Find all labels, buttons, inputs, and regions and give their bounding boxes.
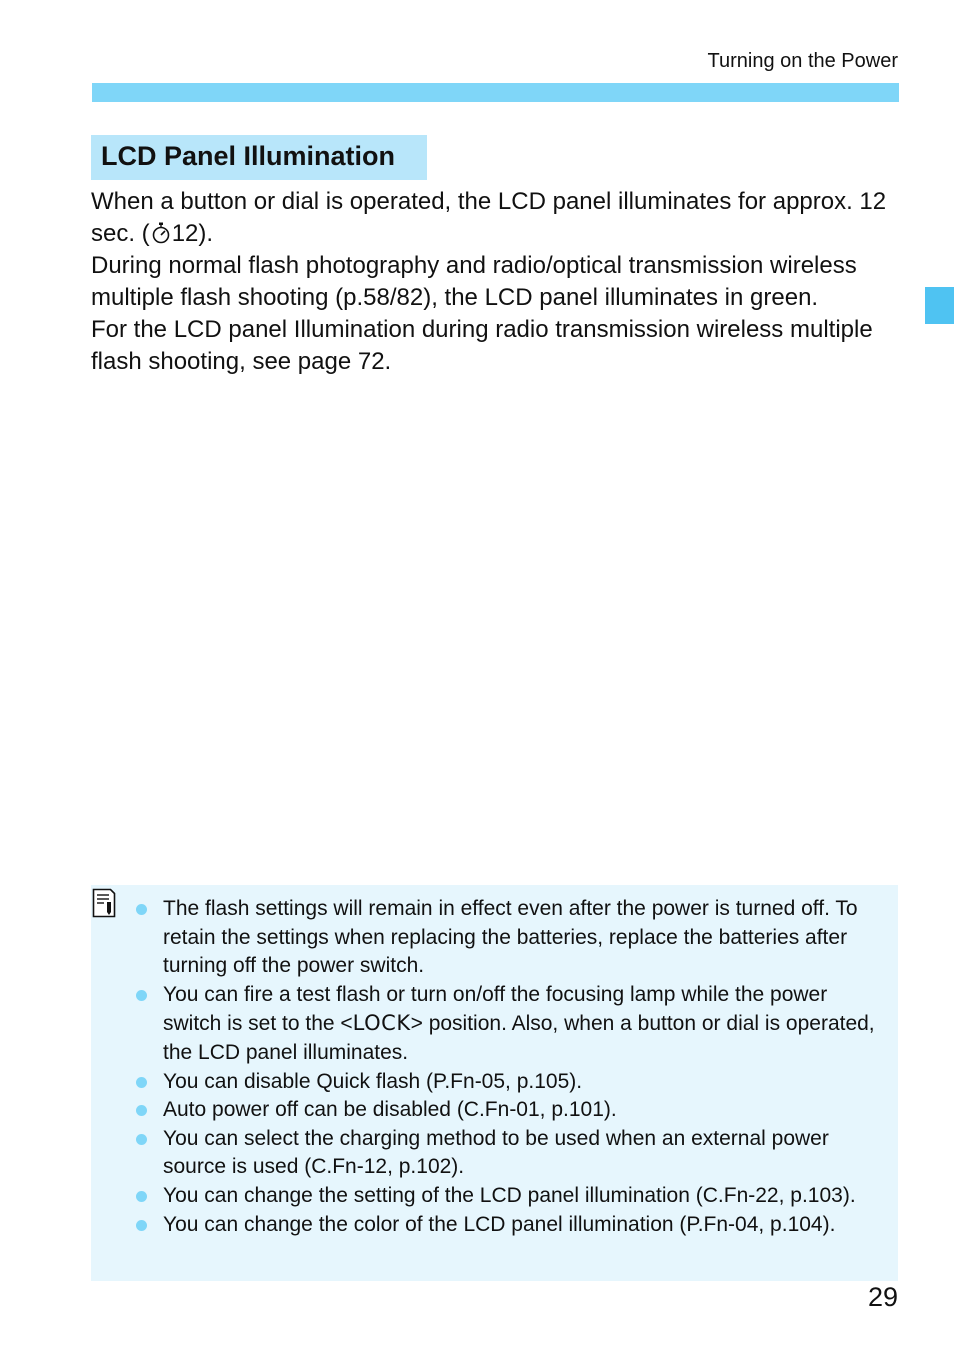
- note-text: Auto power off can be disabled (C.Fn-01, p.101).: [163, 1098, 617, 1122]
- note-text: You can disable Quick flash (P.Fn-05, p.105).: [163, 1069, 583, 1093]
- note-text: The flash settings will remain in effect even after the power is turned off. To retain the settings when replacing the batteries, replace the batteries after turning off the power switch.: [163, 897, 858, 978]
- bullet: [136, 1191, 147, 1202]
- section-body: [91, 186, 906, 378]
- paragraph-2: During normal flash photography and radio/optical transmission wireless multiple flash shooting (p.58/82), the LCD panel illuminates in green.: [91, 252, 857, 311]
- chapter-tab: [925, 287, 954, 324]
- note-text: You can select the charging method to be used when an external power source is used (C.Fn-12, p.102).: [163, 1126, 829, 1179]
- bullet: [136, 1077, 147, 1088]
- section-heading: LCD Panel Illumination: [91, 135, 427, 180]
- note-text: You can change the color of the LCD panel illumination (P.Fn-04, p.104).: [163, 1212, 836, 1236]
- header-bar: [92, 83, 899, 102]
- paragraph-3: For the LCD panel Illumination during radio transmission wireless multiple flash shooting, see page 72.: [91, 316, 873, 375]
- note-text: You can change the setting of the LCD panel illumination (C.Fn-22, p.103).: [163, 1183, 856, 1207]
- timer-value: 12: [171, 220, 199, 247]
- page-number: 29: [867, 1282, 898, 1312]
- paragraph-1: [91, 186, 906, 250]
- bullet: [136, 1105, 147, 1116]
- list-item: [91, 895, 898, 981]
- paragraph-1-text-a: When a button or dial is operated, the LCD panel illuminates for approx. 12 sec. (: [91, 188, 887, 247]
- list-item: [91, 981, 898, 1068]
- list-item: [91, 1068, 898, 1097]
- timer-icon: [150, 222, 172, 244]
- bullet: [136, 1220, 147, 1231]
- list-item: [91, 1125, 898, 1182]
- list-item: [91, 1211, 898, 1240]
- bullet: [136, 990, 147, 1001]
- paragraph-1-text-b: ).: [198, 220, 214, 247]
- bullet: [136, 904, 147, 915]
- bullet: [136, 1134, 147, 1145]
- note-text-rest: > position. Also, when a button or dial is operated, the LCD panel illuminates.: [163, 1012, 875, 1064]
- notes-box: [91, 885, 898, 1281]
- notes-list: [91, 895, 898, 1239]
- list-item: [91, 1096, 898, 1125]
- list-item: [91, 1182, 898, 1211]
- note-text: You can fire a test flash or turn on/off the focusing lamp while the power switch is set to the <: [163, 982, 828, 1036]
- lock-position-label: LOCK: [352, 1011, 411, 1036]
- running-header: Turning on the Power: [707, 50, 898, 72]
